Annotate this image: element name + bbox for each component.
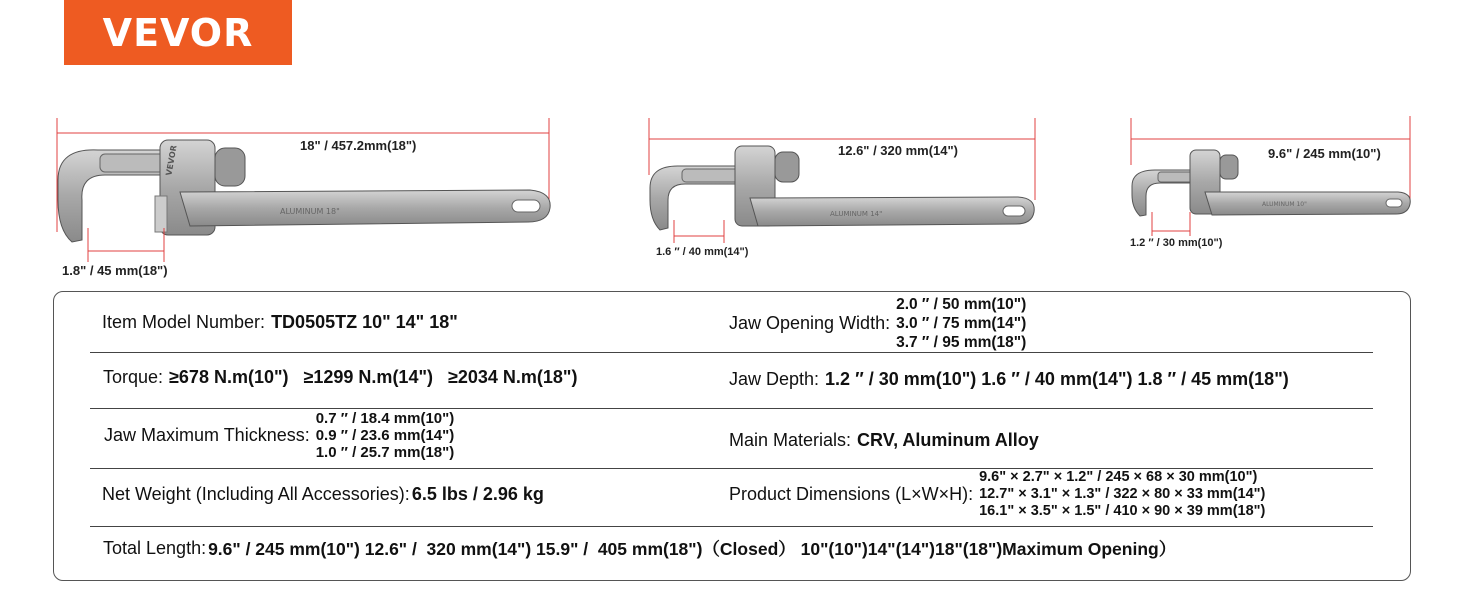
jaw-depth-value: 1.2 ″ / 30 mm(10") 1.6 ″ / 40 mm(14") 1.8 ″ / 45 mm(18"): [825, 369, 1289, 389]
torque: [103, 367, 577, 388]
dim-14-length: 12.6" / 320 mm(14"): [838, 143, 959, 158]
dim-10-length: 9.6" / 245 mm(10"): [1268, 146, 1381, 161]
jaw-opening-value: 3.7 ″ / 95 mm(18"): [896, 334, 1027, 351]
model-number-label: Item Model Number:: [102, 312, 266, 332]
total-length-label: Total Length:: [103, 538, 207, 558]
jaw-opening-width-label: Jaw Opening Width:: [729, 313, 891, 333]
net-weight-value: 6.5 lbs / 2.96 kg: [411, 484, 544, 504]
total-length: [103, 536, 1176, 561]
brand-logo-text: VEVOR: [102, 10, 254, 55]
jaw-max-thickness: [104, 410, 454, 461]
main-materials-value: CRV, Aluminum Alloy: [857, 430, 1039, 450]
jaw-opening-width-values: [896, 295, 1026, 352]
jaw-thickness-value: 0.7 ″ / 18.4 mm(10"): [315, 410, 455, 427]
dim-18-length: 18" / 457.2mm(18"): [300, 138, 417, 153]
product-dimension-value: 16.1" × 3.5" × 1.5" / 410 × 90 × 39 mm(18"): [979, 503, 1266, 519]
row-divider: [90, 526, 1373, 527]
torque-label: Torque:: [103, 367, 164, 387]
product-dimension-value: 9.6" × 2.7" × 1.2" / 245 × 68 × 30 mm(10"): [979, 469, 1258, 485]
jaw-max-thickness-label: Jaw Maximum Thickness:: [104, 425, 310, 445]
wrench-14-image: [649, 118, 1035, 243]
jaw-opening-width: [729, 295, 1026, 352]
net-weight: [102, 484, 544, 505]
product-dimensions-label: Product Dimensions (L×W×H):: [729, 484, 974, 504]
wrench-18-brand: VEVOR: [164, 144, 179, 177]
main-materials: [729, 430, 1039, 451]
wrench-10-image: [1131, 116, 1410, 236]
net-weight-label: Net Weight (Including All Accessories):: [102, 484, 410, 504]
product-dimensions-values: [979, 469, 1265, 520]
product-dimensions: [729, 469, 1265, 520]
dim-18-jaw: 1.8" / 45 mm(18"): [62, 263, 168, 278]
model-number-value: TD0505TZ 10" 14" 18": [271, 312, 458, 332]
wrench-18-label: ALUMINUM 18": [280, 207, 340, 216]
jaw-depth-label: Jaw Depth:: [729, 369, 820, 389]
jaw-max-thickness-values: [316, 410, 455, 461]
product-dimension-value: 12.7" × 3.1" × 1.3" / 322 × 80 × 33 mm(14"): [979, 486, 1266, 502]
dim-14-jaw: 1.6 ″ / 40 mm(14"): [656, 246, 749, 258]
jaw-opening-value: 2.0 ″ / 50 mm(10"): [896, 296, 1027, 313]
main-materials-label: Main Materials:: [729, 430, 852, 450]
wrench-14-label: ALUMINUM 14": [830, 210, 883, 218]
wrench-10-label: ALUMINUM 10": [1262, 201, 1307, 208]
spec-table: [53, 291, 1411, 581]
total-length-value: 9.6" / 245 mm(10") 12.6" / 320 mm(14") 15.9" / 405 mm(18")（Closed） 10"(10")14"(14")18"(18")Maximum Opening）: [208, 539, 1177, 559]
jaw-opening-value: 3.0 ″ / 75 mm(14"): [896, 315, 1027, 332]
row-divider: [90, 408, 1373, 409]
row-divider: [90, 352, 1373, 353]
model-number: [102, 312, 458, 333]
jaw-depth: [729, 369, 1289, 390]
dim-10-jaw: 1.2 ″ / 30 mm(10"): [1130, 237, 1223, 249]
jaw-thickness-value: 1.0 ″ / 25.7 mm(18"): [315, 444, 455, 461]
torque-value: ≥678 N.m(10") ≥1299 N.m(14") ≥2034 N.m(18"): [169, 367, 578, 387]
jaw-thickness-value: 0.9 ″ / 23.6 mm(14"): [315, 427, 455, 444]
